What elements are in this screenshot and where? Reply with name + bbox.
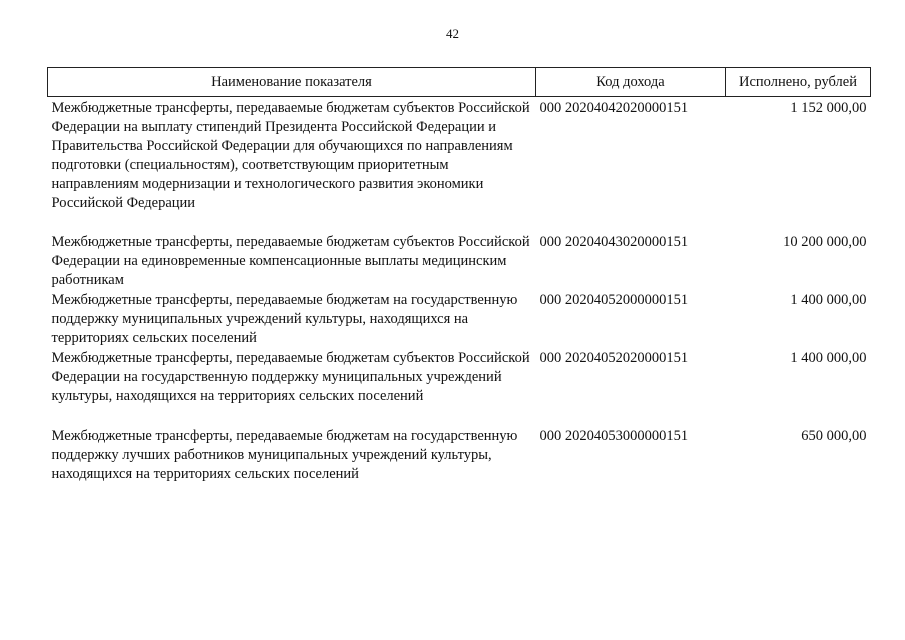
table-row <box>48 233 871 291</box>
revenue-table <box>47 67 871 484</box>
header-executed-sum: Исполнено, рублей <box>726 68 871 97</box>
table-row <box>48 349 871 427</box>
header-income-code: Код дохода <box>536 68 726 97</box>
executed-sum: 650 000,00 <box>801 428 867 444</box>
page-number: 42 <box>446 26 459 41</box>
indicator-name: Межбюджетные трансферты, передаваемые бюджетам субъектов Российской Федерации на государственную поддержку муниципальных учреждений культуры, находящихся на территориях сельских поселений <box>51 350 530 404</box>
executed-sum: 10 200 000,00 <box>783 234 867 250</box>
income-code: 000 20204052020000151 <box>539 350 689 366</box>
executed-sum: 1 400 000,00 <box>790 292 867 308</box>
indicator-name: Межбюджетные трансферты, передаваемые бюджетам субъектов Российской Федерации на выплату стипендий Президента Российской Федерации и Правительства Российской Федерации для обучающихся по направлениям подготовки (специальностям), соответствующим приоритетным направлениям модернизации и технологического развития экономики Российской Федерации <box>51 100 530 211</box>
table-header-row <box>48 68 871 97</box>
indicator-name: Межбюджетные трансферты, передаваемые бюджетам на государственную поддержку лучших работников муниципальных учреждений культуры, находящихся на территориях сельских поселений <box>51 428 518 482</box>
executed-sum: 1 152 000,00 <box>790 100 867 116</box>
indicator-name: Межбюджетные трансферты, передаваемые бюджетам на государственную поддержку муниципальных учреждений культуры, находящихся на территориях сельских поселений <box>51 292 518 346</box>
table-row <box>48 97 871 234</box>
income-code: 000 20204043020000151 <box>539 234 689 250</box>
table-row <box>48 427 871 484</box>
table-row <box>48 291 871 349</box>
header-indicator-name: Наименование показателя <box>48 68 536 97</box>
indicator-name: Межбюджетные трансферты, передаваемые бюджетам субъектов Российской Федерации на единовременные компенсационные выплаты медицинским работникам <box>51 234 530 288</box>
executed-sum: 1 400 000,00 <box>790 350 867 366</box>
income-code: 000 20204042020000151 <box>539 100 689 116</box>
income-code: 000 20204052000000151 <box>539 292 689 308</box>
income-code: 000 20204053000000151 <box>539 428 689 444</box>
